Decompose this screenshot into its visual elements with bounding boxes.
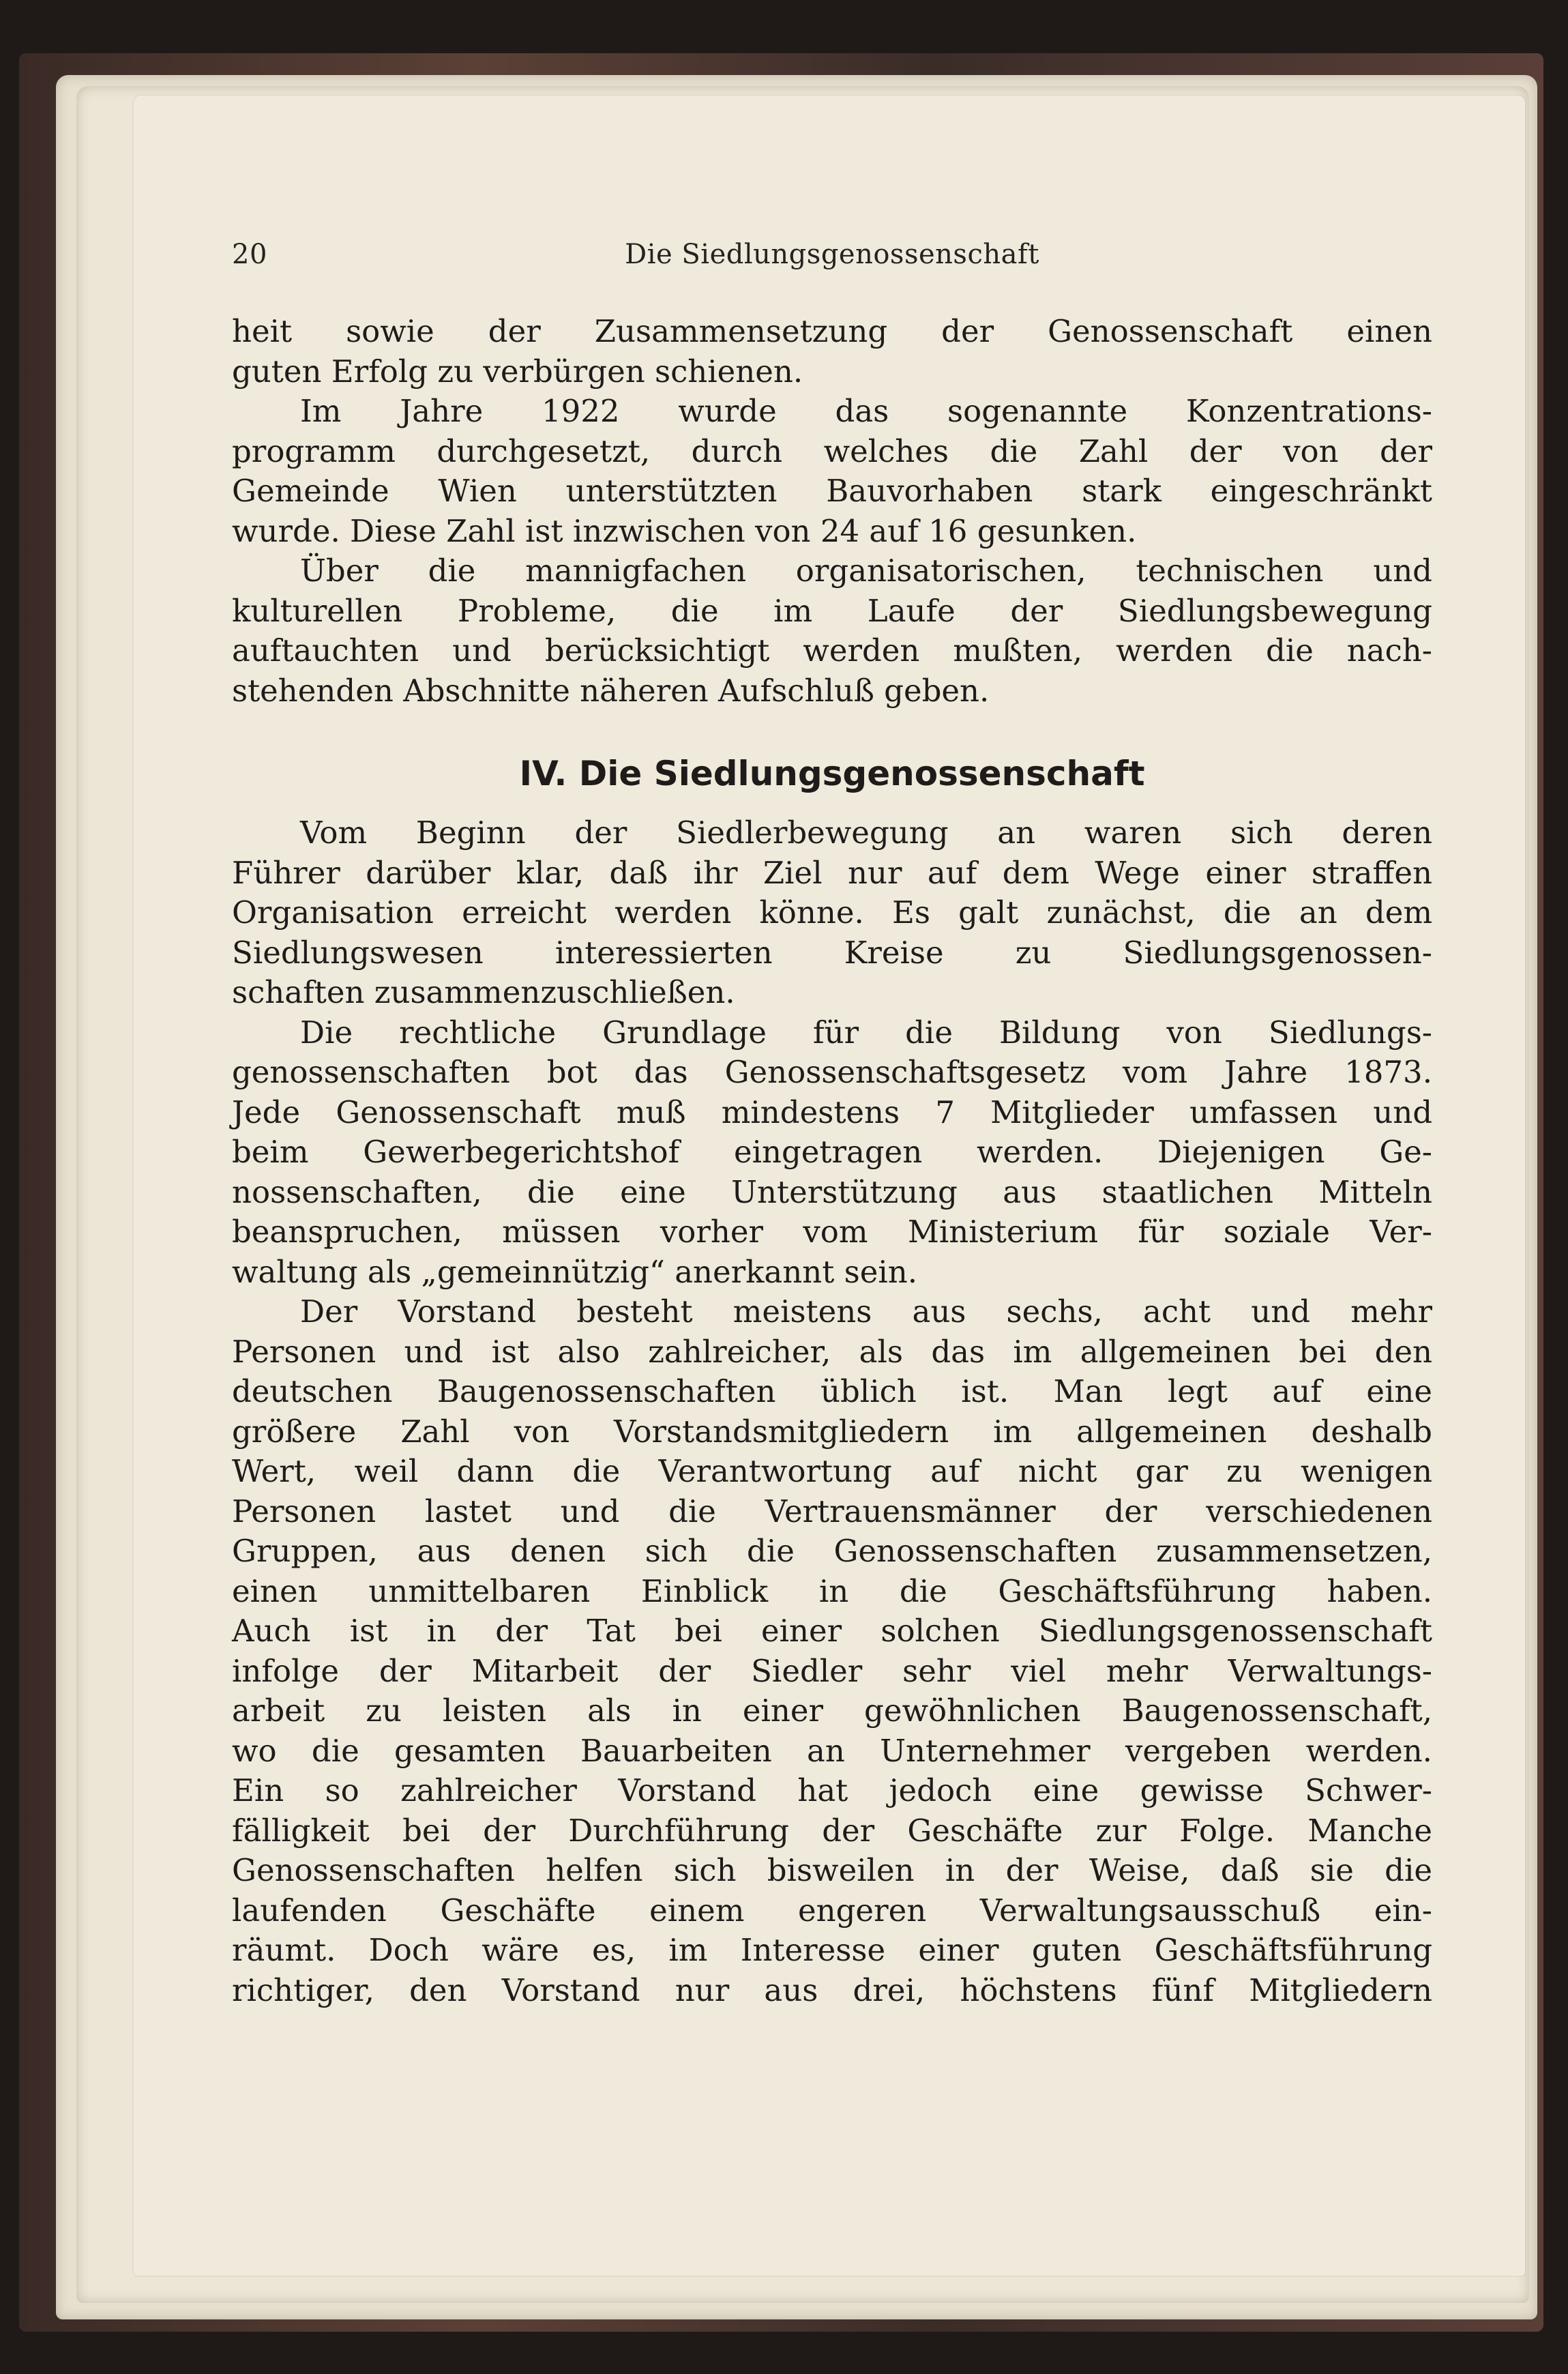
text-line: programm durchgesetzt, durch welches die Zahl der von der: [232, 433, 1432, 469]
text-line: Personen und ist also zahlreicher, als das im allgemeinen bei den: [232, 1333, 1432, 1370]
text-line: beim Gewerbegerichtshof eingetragen werden. Diejenigen Ge-: [232, 1134, 1432, 1170]
text-line: fälligkeit bei der Durchführung der Geschäfte zur Folge. Manche: [232, 1812, 1432, 1849]
section-gap: [232, 711, 1432, 749]
text-line: kulturellen Probleme, die im Laufe der Siedlungsbewegung: [232, 592, 1432, 629]
text-line: wo die gesamten Bauarbeiten an Unternehmer vergeben werden.: [232, 1732, 1432, 1769]
text-line: schaften zusammenzuschließen.: [232, 974, 735, 1010]
page-content: [232, 239, 1432, 2010]
text-line: Siedlungswesen interessierten Kreise zu Siedlungsgenossen-: [232, 934, 1432, 971]
text-line: nossenschaften, die eine Unterstützung aus staatlichen Mitteln: [232, 1173, 1432, 1210]
text-line: Über die mannigfachen organisatorischen, technischen und: [300, 553, 1432, 589]
text-line: Gruppen, aus denen sich die Genossenschaften zusammensetzen,: [232, 1533, 1432, 1569]
text-line: größere Zahl von Vorstandsmitgliedern im allgemeinen deshalb: [232, 1413, 1432, 1450]
text-line: infolge der Mitarbeit der Siedler sehr viel mehr Verwaltungs-: [232, 1652, 1432, 1689]
text-line: guten Erfolg zu verbürgen schienen.: [232, 353, 803, 390]
text-line: Ein so zahlreicher Vorstand hat jedoch eine gewisse Schwer-: [232, 1772, 1432, 1808]
text-line: Jede Genossenschaft muß mindestens 7 Mitglieder umfassen und: [232, 1094, 1432, 1130]
text-line: Vom Beginn der Siedlerbewegung an waren sich deren: [300, 815, 1432, 851]
text-line: waltung als „gemeinnützig“ anerkannt sein.: [232, 1253, 918, 1290]
text-line: auftauchten und berücksichtigt werden mußten, werden die nach-: [232, 632, 1432, 669]
text-line: einen unmittelbaren Einblick in die Geschäftsführung haben.: [232, 1572, 1432, 1609]
text-line: stehenden Abschnitte näheren Aufschluß geben.: [232, 672, 990, 709]
text-line: Führer darüber klar, daß ihr Ziel nur auf dem Wege einer straffen: [232, 854, 1432, 891]
text-line: Im Jahre 1922 wurde das sogenannte Konzentrations-: [300, 393, 1432, 429]
text-line: genossenschaften bot das Genossenschaftsgesetz vom Jahre 1873.: [232, 1054, 1432, 1090]
text-line: Personen lastet und die Vertrauensmänner der verschiedenen: [232, 1493, 1432, 1529]
page-number: 20: [232, 239, 267, 270]
text-line: Wert, weil dann die Verantwortung auf nicht gar zu wenigen: [232, 1453, 1432, 1489]
section-title: IV. Die Siedlungsgenossenschaft: [519, 754, 1145, 793]
text-line: Gemeinde Wien unterstützten Bauvorhaben stark eingeschränkt: [232, 473, 1432, 509]
text-line: richtiger, den Vorstand nur aus drei, höchstens fünf Mitgliedern: [232, 1972, 1432, 2008]
intro-text: [232, 312, 1432, 711]
section-text: [232, 813, 1432, 2010]
text-line: laufenden Geschäfte einem engeren Verwaltungsausschuß ein-: [232, 1892, 1432, 1929]
text-line: Genossenschaften helfen sich bisweilen in der Weise, daß sie die: [232, 1852, 1432, 1888]
text-line: heit sowie der Zusammensetzung der Genossenschaft einen: [232, 313, 1432, 349]
text-line: arbeit zu leisten als in einer gewöhnlichen Baugenossenschaft,: [232, 1692, 1432, 1729]
text-line: Der Vorstand besteht meistens aus sechs, acht und mehr: [300, 1293, 1432, 1330]
running-title: Die Siedlungsgenossenschaft: [625, 239, 1039, 270]
text-line: beanspruchen, müssen vorher vom Ministerium für soziale Ver-: [232, 1214, 1432, 1250]
text-line: Die rechtliche Grundlage für die Bildung von Siedlungs-: [300, 1014, 1432, 1051]
text-line: räumt. Doch wäre es, im Interesse einer guten Geschäftsführung: [232, 1932, 1432, 1968]
text-line: wurde. Diese Zahl ist inzwischen von 24 auf 16 gesunken.: [232, 512, 1137, 549]
text-line: Organisation erreicht werden könne. Es galt zunächst, die an dem: [232, 894, 1432, 930]
text-line: Auch ist in der Tat bei einer solchen Siedlungsgenossenschaft: [232, 1613, 1432, 1649]
text-line: deutschen Baugenossenschaften üblich ist. Man legt auf eine: [232, 1373, 1432, 1409]
running-header: [232, 239, 1432, 281]
